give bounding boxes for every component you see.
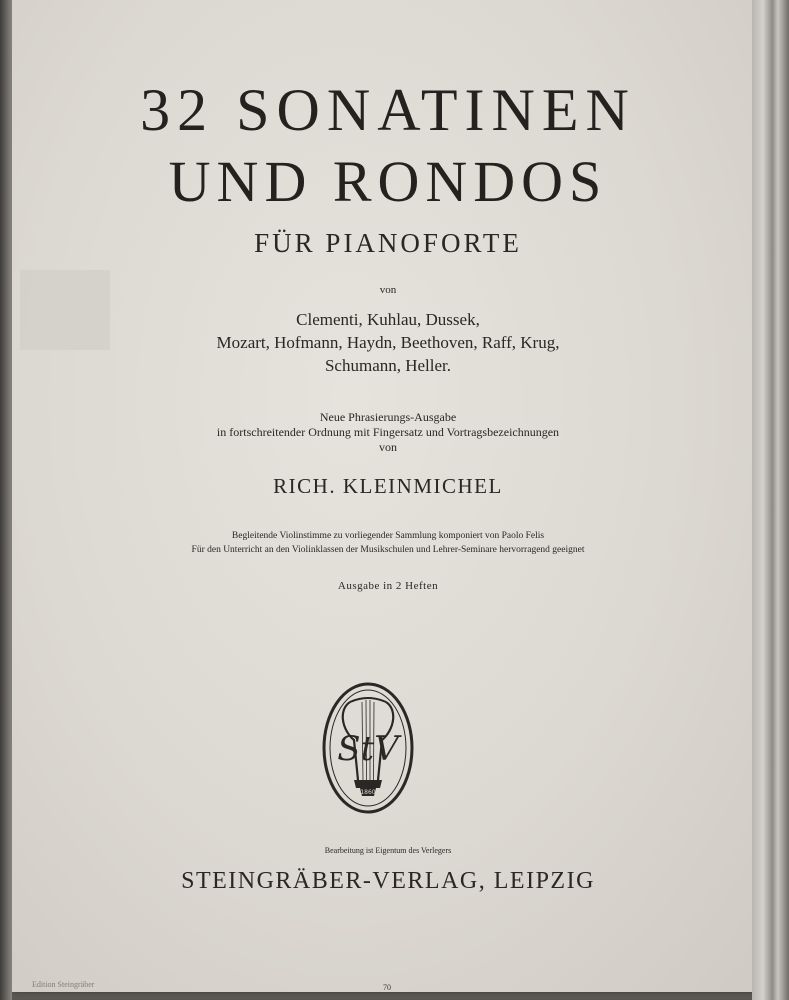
publisher-name: STEINGRÄBER-VERLAG, LEIPZIG [181, 868, 595, 894]
publisher-lyre-logo [320, 680, 416, 816]
violin-note-line: Für den Unterricht an den Violinklassen der Musikschulen und Lehrer-Seminare hervorragend geeignet [191, 545, 585, 555]
rights-note: Bearbeitung ist Eigentum des Verlegers [324, 846, 452, 855]
edition-note-line: in fortschreitender Ordnung mit Fingersatz und Vortragsbezeichnungen [216, 425, 560, 439]
composer-line: Schumann, Heller. [324, 356, 452, 375]
title-line-2: UND RONDOS [168, 149, 608, 214]
lyre-icon [320, 680, 416, 816]
subtitle: FÜR PIANOFORTE [254, 228, 522, 258]
title-line-1: 32 SONATINEN [140, 77, 636, 143]
composer-list [12, 308, 764, 377]
ausgabe-note: Ausgabe in 2 Heften [337, 580, 439, 592]
edition-note-line: von [379, 440, 397, 454]
von-label: von [379, 284, 397, 296]
corner-stamp: Edition Steingräber [32, 980, 95, 989]
logo-year: 1860 [360, 789, 376, 796]
logo-monogram: StV [337, 729, 399, 769]
edition-note-line: Neue Phrasierungs-Ausgabe [319, 410, 457, 424]
composer-line: Clementi, Kuhlau, Dussek, [296, 310, 480, 329]
violin-note-line: Begleitende Violinstimme zu vorliegender Sammlung komponiert von Paolo Felis [231, 531, 545, 541]
page-number: 70 [383, 983, 391, 992]
violin-note [12, 529, 764, 557]
composer-line: Mozart, Hofmann, Haydn, Beethoven, Raff, Krug, [216, 333, 560, 352]
editor-name: RICH. KLEINMICHEL [273, 474, 503, 498]
binding-shadow [0, 0, 12, 1000]
edition-note [12, 410, 764, 455]
